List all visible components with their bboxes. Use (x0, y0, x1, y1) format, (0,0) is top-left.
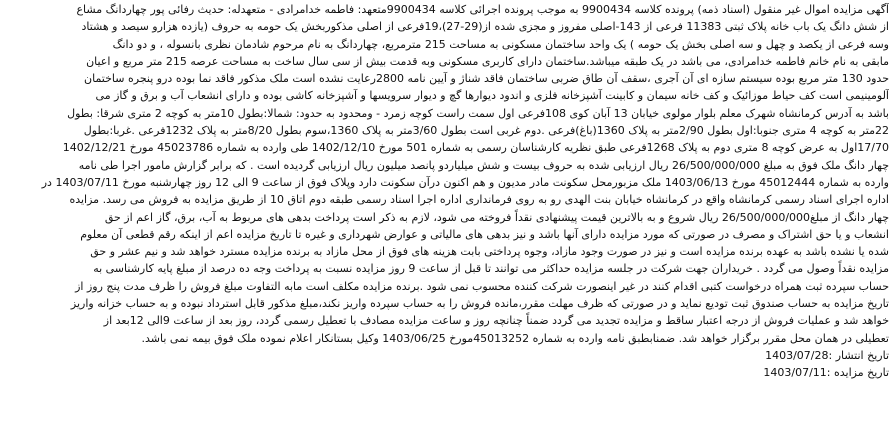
notice-body (6, 1, 889, 347)
notice-line: تعطیلی در همان محل مقرر برگزار خواهد شد. ضمنابطبق نامه وارده به شماره 45013252مورخ 1403/06/25 وکیل بستانکار اعلام نموده ملک فوق بیمه نمی باشد. (141, 331, 889, 345)
notice-line: چهار دانگ از مبلغ26/500/000/000 ریال شروع و به بالاترین قیمت پیشنهادی نقداً فروخته می شود، لازم به ذکر است پرداخت بدهی های مربوط به آب، برق، گاز اعم از حق (104, 210, 889, 224)
notice-line: وارده به شماره 45012444 مورخ 1403/06/13 ملک مزبورمحل سکونت مادر مدیون و هم اکنون درآن سکونت دارد وپلاک فوق از ساعت 9 الی 12 روز چهارشنبه مورخ 1403/07/11 در (41, 175, 889, 189)
notice-line: اداره اجرای اسناد رسمی کرمانشاه واقع در کرمانشاه خیابان بنت الهدی رو به روی فرمانداری اداره اجرا اسناد رسمی طبقه دوم اتاق 10 از طریق مزایده به فروش می رسد. مزایده (69, 193, 889, 207)
notice-line: از شش دانگ یک باب خانه پلاک ثبتی 11383 فرعی از 143-اصلی مفروز و مجزی شده از(29-27)،19فرعی از اصلی مذکوربخش یک حومه به حروف (یازده هزارو سیصد و هشتاد (81, 20, 889, 34)
notice-line: 22متر به کوچه 4 متری جنوبا:اول بطول 2/90متر به پلاک 1360(باغ)فرعی .دوم غربی است بطول 3/60متر به پلاک 1360،سوم بطول 8/20متر به پلاک 1232فرعی .غربا:بطول (83, 124, 889, 138)
auction-date: تاریخ مزایده :1403/07/11 (763, 366, 889, 380)
notice-line: حساب سپرده ثبت همراه درخواست کتبی اقدام کنند در غیر اینصورت شرکت کننده محسوب نمی شود .برنده مزایده مکلف است مابه التفاوت مبلغ فروش را ظرف مدت پنج روز از (75, 279, 889, 293)
notice-line: 17/70اول به عرض کوچه 8 متری دوم به پلاک 1268فرعی طبق نظریه کارشناسان رسمی به شماره 501 مورخ 1402/12/10 طی وارده به شماره 45023786 مورخ 1402/12/21 (62, 141, 889, 155)
notice-line: انشعاب و یا حق اشتراک و مصرف در صورتی که مورد مزایده دارای آنها باشد و نیز بدهی های مالیاتی و عوارض شهرداری و غیره تا تاریخ مزایده اعم از اینکه رقم قطعی آن معلوم (80, 227, 889, 241)
notice-line: وسه فرعی از یکصد و چهل و سه اصلی بخش یک حومه ) یک واحد ساختمان مسکونی به مساحت 215 مترمربع، چهاردانگ به نام مرحوم شادمان نظری بانسوله ، و دو دانگ (112, 37, 889, 51)
notice-line: حدود 130 متر مربع بوده سیستم سازه ای آن آجری ،سقف آن طاق ضربی ساختمان فاقد شناژ و آیین نامه 2800رعایت نشده است ملک مذکور فاقد نما بوده درو پنجره ساختمان (84, 72, 889, 86)
notice-line: چهار دانگ ملک فوق به مبلغ 26/500/000/000 ریال ارزیابی شده به حروف بیست و شش میلیاردو پانصد میلیون ریال ارزیابی گردیده است . که برابر گزارش مامور اجرا طی نامه (78, 158, 889, 172)
notice-line: تاریخ مزایده به حساب صندوق ثبت تودیع نماید و در صورتی که ظرف مهلت مقرر،مانده فروش را به حساب سپرده واریز نکند،مبلغ مذکور قابل استرداد نبوده و به حساب خزانه واریز (70, 297, 889, 311)
notice-line: باشد به آدرس کرمانشاه شهرک معلم بلوار مولوی خیابان 13 آبان کوی 108فرعی اول سمت راست کوچه زمرد - ومحدود به حدود: شمالا:بطول 10متر به کوچه 2 متری شرقا: بطول (67, 106, 889, 120)
publish-date: تاریخ انتشار :1403/07/28 (765, 348, 889, 362)
notice-line: مزایده نقداً وصول می گردد . خریداران جهت شرکت در جلسه مزایده حداکثر می توانند تا قبل از ساعت 9 روز مزایده نسبت به پرداخت وجه ده درصد از مبلغ پایه کارشناسی به (93, 262, 889, 276)
notice-line: آلومینیمی است کف حیاط موزائیک و کف خانه سیمان و کابینت آشپزخانه فلزی و اندود دیوارها گچ و دیوار سرویسها و آشپزخانه کاشی بوده و دارای انشعاب آب و برق و گاز می (95, 89, 889, 103)
notice-line: آگهی مزایده اموال غیر منقول (اسناد ذمه) پرونده کلاسه 9900434 به موجب پرونده اجرائی کلاسه 9900434متعهد: فاطمه خدامرادی - متعهدله: حدیث رفائی پور چهاردانگ مشاع (76, 3, 889, 16)
notice-line: خواهد شد و عملیات فروش از درجه اعتبار ساقط و مزایده تجدید می گردد ضمناً چنانچه روز و ساعت مزایده مصادف با تعطیل رسمی گردد، روز بعد از ساعت 9الی 12بعد از (103, 314, 889, 328)
notice-line: مابقی به نام خانم فاطمه خدامرادی، می باشد در یک طبقه میباشد.ساختمان دارای کاربری مسکونی وبه قدمت بیش از سی سال ساخت به مساحت عرصه 215 متر مربع و اعیان (86, 54, 889, 68)
notice-line: شده یا نشده باشد به عهده برنده مزایده است و نیز در صورت وجود مازاد، وجوه پرداختی بابت هزینه های فوق از محل مازاد به برنده مزایده مسترد خواهد شد و نیم عشر و حق (90, 245, 889, 259)
